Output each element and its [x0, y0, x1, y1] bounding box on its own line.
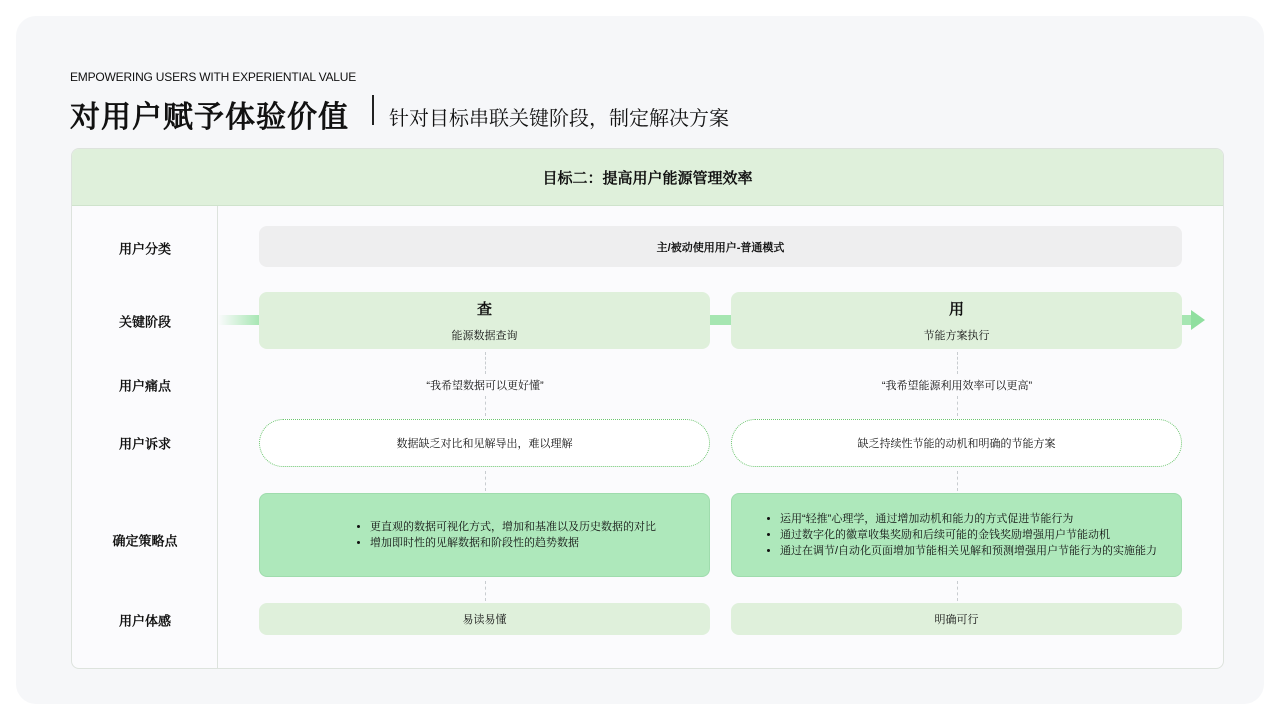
flow-line-middle — [710, 315, 732, 325]
strategy-box — [731, 493, 1182, 577]
need-pill: 数据缺乏对比和见解导出，难以理解 — [259, 419, 710, 467]
connector — [485, 396, 486, 416]
connector — [485, 352, 486, 374]
strategy-item: • 通过在调节/自动化页面增加节能相关见解和预测增强用户节能行为的实施能力 — [780, 543, 1157, 559]
strategy-item: • 更直观的数据可视化方式，增加和基准以及历史数据的对比 — [370, 519, 656, 535]
stage-box-query — [259, 292, 710, 349]
arrow-head-icon — [1191, 310, 1205, 330]
strategy-item: • 增加即时性的见解数据和阶段性的趋势数据 — [370, 535, 656, 551]
page-title: 对用户赋予体验价值 — [70, 101, 349, 134]
strategy-item: • 通过数字化的徽章收集奖励和后续可能的金钱奖励增强用户节能动机 — [780, 527, 1157, 543]
row-label-pain: 用户痛点 — [118, 378, 171, 394]
stage-desc: 节能方案执行 — [923, 330, 990, 342]
row-label-strategy: 确定策略点 — [112, 533, 178, 549]
pain-quote: “我希望能源利用效率可以更高” — [881, 380, 1033, 392]
strategy-box — [259, 493, 710, 577]
row-label-feel: 用户体感 — [118, 613, 171, 629]
connector — [957, 581, 958, 601]
flow-line-start — [218, 315, 260, 325]
connector — [957, 471, 958, 491]
need-pill: 缺乏持续性节能的动机和明确的节能方案 — [731, 419, 1182, 467]
feel-box: 明确可行 — [731, 603, 1182, 635]
stage-desc: 能源数据查询 — [451, 330, 518, 342]
connector — [485, 581, 486, 601]
feel-box: 易读易懂 — [259, 603, 710, 635]
user-category-box: 主/被动使用用户-普通模式 — [259, 226, 1182, 267]
stage-title: 用 — [948, 301, 964, 318]
title-divider — [372, 95, 374, 125]
strategy-item: • 运用“轻推”心理学，通过增加动机和能力的方式促进节能行为 — [780, 511, 1157, 527]
row-label-stage: 关键阶段 — [118, 314, 171, 330]
pain-quote: “我希望数据可以更好懂” — [426, 380, 544, 392]
connector — [957, 352, 958, 374]
goal-header: 目标二：提高用户能源管理效率 — [72, 149, 1223, 206]
row-label-category: 用户分类 — [118, 241, 171, 257]
page-subtitle: 针对目标串联关键阶段，制定解决方案 — [389, 108, 729, 130]
stage-box-use — [731, 292, 1182, 349]
stage-title: 查 — [476, 301, 492, 318]
row-label-need: 用户诉求 — [118, 436, 171, 452]
eyebrow-text: EMPOWERING USERS WITH EXPERIENTIAL VALUE — [70, 70, 357, 84]
connector — [957, 396, 958, 416]
connector — [485, 471, 486, 491]
